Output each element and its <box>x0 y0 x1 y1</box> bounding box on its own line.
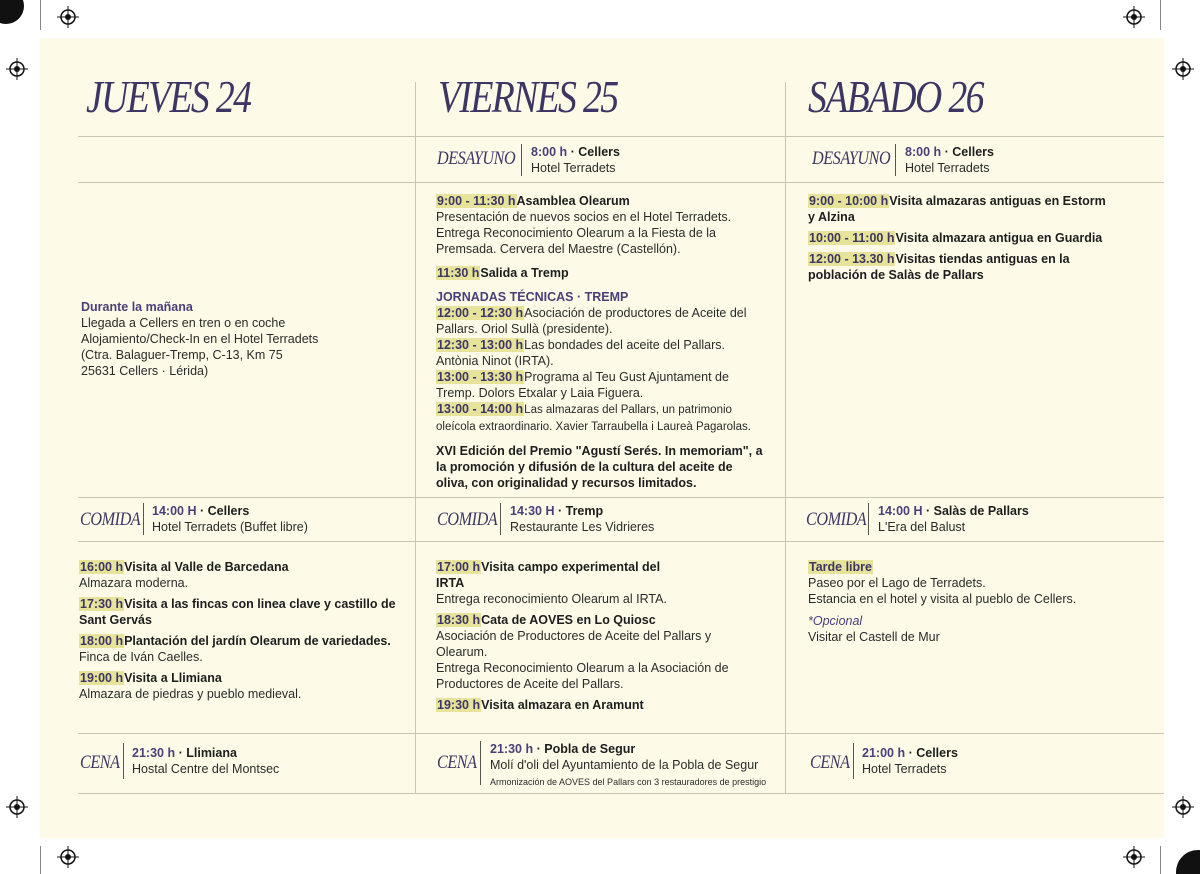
line: Llegada a Cellers en tren o en coche <box>81 316 286 330</box>
event-time: 9:00 - 11:30 h <box>437 194 516 208</box>
row-divider <box>78 793 1164 794</box>
detail: Hotel Terradets (Buffet libre) <box>152 520 308 534</box>
crosshair-icon <box>57 846 79 868</box>
crosshair-icon <box>1172 58 1194 80</box>
event-title: Salida a Tremp <box>480 266 569 280</box>
meal-separator <box>521 144 522 176</box>
breakfast-label: DESAYUNO <box>812 148 891 169</box>
event-time: 19:00 h <box>80 671 124 685</box>
event-time: 19:30 h <box>437 698 481 712</box>
crosshair-icon <box>1123 846 1145 868</box>
dinner-friday: 21:30 h · Pobla de Segur Molí d'oli del Ayuntamiento de la Pobla de Segur Armonización de AOVES del Pallars con 3 restauradores de prestigio <box>490 742 767 787</box>
event-text: Estancia en el hotel y visita al pueblo de Cellers. <box>808 592 1077 606</box>
crosshair-icon <box>1123 6 1145 28</box>
meal-separator <box>480 741 481 785</box>
place: Llimiana <box>186 746 237 760</box>
event <box>436 193 766 257</box>
dinner-label: CENA <box>437 752 477 773</box>
event-time: 18:30 h <box>437 613 481 627</box>
crosshair-icon <box>57 6 79 28</box>
breakfast-saturday: 8:00 h · Cellers Hotel Terradets <box>905 145 994 175</box>
dinner-label: CENA <box>80 752 120 773</box>
event <box>436 612 766 692</box>
event <box>79 670 399 702</box>
detail: Hostal Centre del Montsec <box>132 762 280 776</box>
time: 14:30 H <box>510 504 555 518</box>
time: 21:30 h <box>132 746 176 760</box>
meal-separator <box>895 144 896 176</box>
optional-text: Visitar el Castell de Mur <box>808 630 940 644</box>
event-title: Cata de AOVES en Lo Quiosc <box>481 613 656 627</box>
place: Cellers <box>916 746 958 760</box>
event-title: Visita almazaras antiguas en Estorm y Alzina <box>808 194 1106 224</box>
detail: Molí d'oli del Ayuntamiento de la Pobla de Segur <box>490 758 759 772</box>
crosshair-icon <box>6 58 28 80</box>
event-time: 17:30 h <box>80 597 124 611</box>
time: 8:00 h <box>531 145 568 159</box>
meal-separator <box>143 503 144 535</box>
afternoon-friday <box>436 559 766 718</box>
event-title: Visita a las fincas con linea clave y castillo de Sant Gervás <box>79 597 396 627</box>
row-divider <box>78 541 1164 542</box>
event-title: Visita al Valle de Barcedana <box>124 560 289 574</box>
place: Salàs de Pallars <box>933 504 1029 518</box>
talk-text: Programa al Teu Gust Ajuntament de Tremp. Dolors Etxalar y Laia Figuera. <box>436 370 729 400</box>
talk-text: Asociación de productores de Aceite del Pallars. Oriol Sullà (presidente). <box>436 306 747 336</box>
event-text: Asociación de Productores de Aceite del Pallars y Olearum. <box>436 629 712 659</box>
event <box>79 559 399 591</box>
talk-time: 13:00 - 13:30 h <box>437 370 524 384</box>
event <box>436 265 766 281</box>
line: 25631 Cellers · Lérida) <box>81 364 209 378</box>
event <box>436 559 676 591</box>
afternoon-thursday <box>79 559 399 707</box>
detail: Hotel Terradets <box>905 161 990 175</box>
morning-saturday <box>808 193 1108 288</box>
day-header-thursday: JUEVES 24 <box>86 71 251 122</box>
row-divider <box>78 182 1164 183</box>
afternoon-saturday <box>808 559 1108 645</box>
trim-line <box>1160 846 1161 874</box>
time: 21:30 h <box>490 742 534 756</box>
morning-title: Durante la mañana <box>81 300 193 314</box>
event <box>808 193 1108 225</box>
time: 21:00 h <box>862 746 906 760</box>
dinner-label: CENA <box>810 752 850 773</box>
column-divider <box>785 82 786 794</box>
row-divider <box>78 733 1164 734</box>
trim-line <box>1160 0 1161 30</box>
event-title: Visitas tiendas antiguas en la población de Salàs de Pallars <box>808 252 1070 282</box>
place: Pobla de Segur <box>544 742 636 756</box>
detail: Hotel Terradets <box>531 161 616 175</box>
color-bar-icon <box>1168 842 1200 874</box>
meal-separator <box>853 743 854 779</box>
event-time: 9:00 - 10:00 h <box>809 194 889 208</box>
jornadas-title: JORNADAS TÉCNICAS · TREMP <box>436 290 629 304</box>
event-text: Presentación de nuevos socios en el Hotel Terradets. Entrega Reconocimiento Olearum a la Fiesta de la Premsada. Cervera del Maestre (Castellón). <box>436 210 732 256</box>
event-title: Plantación del jardín Olearum de variedades. <box>124 634 391 648</box>
technical-sessions <box>436 289 766 435</box>
lunch-label: COMIDA <box>806 509 867 530</box>
event-title: Asamblea Olearum <box>516 194 630 208</box>
premio-text: XVI Edición del Premio "Agustí Serés. In memoriam", a la promoción y difusión de la cultura del aceite de oliva, con originalidad y recursos limitados. <box>436 444 763 490</box>
event-text: Paseo por el Lago de Terradets. <box>808 576 986 590</box>
event-text: Entrega Reconocimiento Olearum a la Asociación de Productores de Aceite del Pallars. <box>436 661 729 691</box>
note: Armonización de AOVES del Pallars con 3 restauradores de prestigio <box>490 777 767 787</box>
morning-thursday <box>81 299 401 379</box>
event-time: 17:00 h <box>437 560 481 574</box>
row-divider <box>78 136 1164 137</box>
place: Cellers <box>952 145 994 159</box>
meal-separator <box>123 743 124 779</box>
event <box>436 697 766 713</box>
trim-line <box>40 0 41 30</box>
event-text: Finca de Iván Caelles. <box>79 650 203 664</box>
day-header-saturday: SABADO 26 <box>808 71 983 122</box>
detail: Restaurante Les Vidrieres <box>510 520 655 534</box>
line: Alojamiento/Check-In en el Hotel Terradets <box>81 332 319 346</box>
talk-time: 12:30 - 13:00 h <box>437 338 524 352</box>
place: Cellers <box>207 504 250 518</box>
lunch-label: COMIDA <box>80 509 141 530</box>
event-time: 12:00 - 13.30 h <box>809 252 895 266</box>
morning-friday <box>436 193 766 491</box>
talk-time: 13:00 - 14:00 h <box>437 402 524 416</box>
event-title: Visita a Llimiana <box>124 671 222 685</box>
event-title: Visita almazara en Aramunt <box>481 698 644 712</box>
event-title: Visita campo experimental del IRTA <box>436 560 661 590</box>
breakfast-label: DESAYUNO <box>437 148 516 169</box>
place: Tremp <box>565 504 604 518</box>
talk-text: Las bondades del aceite del Pallars. Antònia Ninot (IRTA). <box>436 338 726 368</box>
lunch-saturday: 14:00 H · Salàs de Pallars L'Era del Balust <box>878 504 1029 534</box>
meal-separator <box>500 503 501 535</box>
talk-text: Las almazaras del Pallars, un patrimonio oleícola extraordinario. Xavier Tarraubella i Laureà Pagarolas. <box>436 404 751 433</box>
lunch-friday: 14:30 H · Tremp Restaurante Les Vidrieres <box>510 504 655 534</box>
free-afternoon-title: Tarde libre <box>809 560 872 574</box>
optional <box>808 613 1108 645</box>
time: 14:00 H <box>878 504 923 518</box>
event <box>808 251 1108 283</box>
event <box>79 596 399 628</box>
detail: L'Era del Balust <box>878 520 966 534</box>
day-header-friday: VIERNES 25 <box>438 71 618 122</box>
event-text: Entrega reconocimiento Olearum al IRTA. <box>436 592 667 606</box>
trim-line <box>40 846 41 874</box>
event <box>808 230 1108 246</box>
meal-separator <box>868 503 869 535</box>
time: 14:00 H <box>152 504 197 518</box>
event-title: Visita almazara antigua en Guardia <box>895 231 1103 245</box>
event-text: Almazara de piedras y pueblo medieval. <box>79 687 302 701</box>
event <box>79 633 399 665</box>
crosshair-icon <box>6 796 28 818</box>
color-bar-icon <box>0 0 28 28</box>
crosshair-icon <box>1172 796 1194 818</box>
column-divider <box>415 82 416 794</box>
time: 8:00 h <box>905 145 942 159</box>
event-time: 11:30 h <box>437 266 480 280</box>
lunch-label: COMIDA <box>437 509 498 530</box>
dinner-thursday: 21:30 h · Llimiana Hostal Centre del Montsec <box>132 746 280 776</box>
detail: Hotel Terradets <box>862 762 947 776</box>
optional-label: *Opcional <box>808 614 863 628</box>
dinner-saturday: 21:00 h · Cellers Hotel Terradets <box>862 746 958 776</box>
event-time: 18:00 h <box>80 634 124 648</box>
lunch-thursday: 14:00 H · Cellers Hotel Terradets (Buffet libre) <box>152 504 308 534</box>
breakfast-friday: 8:00 h · Cellers Hotel Terradets <box>531 145 620 175</box>
event-time: 10:00 - 11:00 h <box>809 231 895 245</box>
row-divider <box>78 497 1164 498</box>
talk-time: 12:00 - 12:30 h <box>437 306 524 320</box>
event-text: Almazara moderna. <box>79 576 189 590</box>
line: (Ctra. Balaguer-Tremp, C-13, Km 75 <box>81 348 283 362</box>
event-time: 16:00 h <box>80 560 124 574</box>
place: Cellers <box>578 145 620 159</box>
